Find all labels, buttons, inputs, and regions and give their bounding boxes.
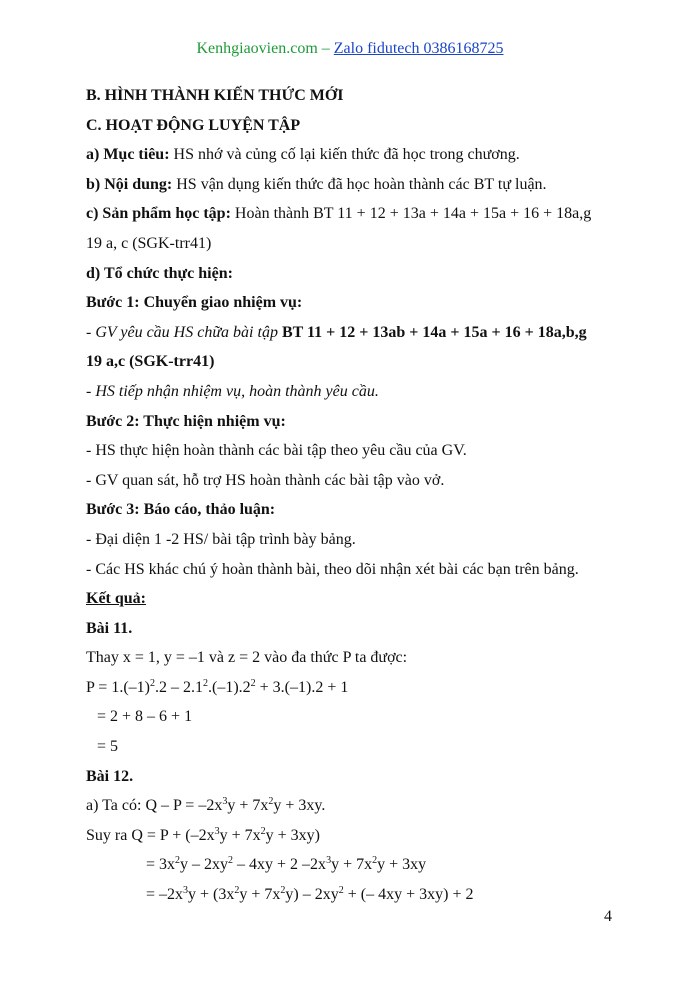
exponent: 2 <box>338 885 344 897</box>
zalo-contact-link[interactable]: Zalo fidutech 0386168725 <box>333 40 504 57</box>
product-line <box>86 199 646 229</box>
step1-exercises: BT 11 + 12 + 13ab + 14a + 15a + 16 + 18a,b,g <box>281 323 587 341</box>
bai12-line4 <box>86 880 646 910</box>
objective-text: HS nhớ và củng cố lại kiến thức đã học trong chương. <box>169 146 520 164</box>
bai11-title: Bài 11. <box>86 619 133 637</box>
step1-label: Bước 1: Chuyển giao nhiệm vụ: <box>86 294 303 312</box>
expr-part: – 4xy + 2 –2x <box>233 856 327 874</box>
exponent: 3 <box>222 796 228 808</box>
header-separator: – <box>317 40 334 57</box>
expr-part: y + 7x <box>219 826 261 844</box>
bai12-title: Bài 12. <box>86 767 134 785</box>
result-label: Kết quả: <box>86 590 146 608</box>
step1-line3: - HS tiếp nhận nhiệm vụ, hoàn thành yêu cầu. <box>86 382 379 400</box>
bai12-line3 <box>86 850 646 880</box>
page-header <box>0 40 700 58</box>
expr-part: = –2x <box>146 886 184 904</box>
bai11-line4: = 5 <box>97 738 119 756</box>
objective-label: a) Mục tiêu: <box>86 146 170 164</box>
expr-part: .(–1).2 <box>207 678 251 696</box>
exponent: 2 <box>234 885 240 897</box>
expr-part: = 3x <box>146 856 176 874</box>
expr-part: y) – 2xy <box>285 886 339 904</box>
expr-part: y + 7x <box>239 886 281 904</box>
step1-line1 <box>86 318 646 348</box>
bai11-line2 <box>86 673 646 703</box>
expr-part: y + (3x <box>188 886 235 904</box>
step3-label: Bước 3: Báo cáo, thảo luận: <box>86 501 276 519</box>
step1-line2: 19 a,c (SGK-trr41) <box>86 353 215 371</box>
expr-part: y + 7x <box>331 856 373 874</box>
exponent: 2 <box>372 855 378 867</box>
exponent: 2 <box>202 677 208 689</box>
expr-part: y + 3xy <box>377 856 427 874</box>
exponent: 2 <box>149 677 155 689</box>
expr-part: y + 3xy. <box>273 797 326 815</box>
bai12-line2 <box>86 821 646 851</box>
bai12-line1 <box>86 791 646 821</box>
expr-part: y – 2xy <box>180 856 229 874</box>
content-label: b) Nội dung: <box>86 175 173 193</box>
exponent: 2 <box>250 677 256 689</box>
document-body <box>86 81 646 910</box>
bai11-line3: = 2 + 8 – 6 + 1 <box>97 708 193 726</box>
expr-part: y + 7x <box>227 797 269 815</box>
step3-line1: - Đại diện 1 -2 HS/ bài tập trình bày bảng. <box>86 530 356 548</box>
expr-part: a) Ta có: Q – P = –2x <box>86 797 223 815</box>
bai11-line1: Thay x = 1, y = –1 và z = 2 vào đa thức P ta được: <box>86 649 408 667</box>
expr-part: Suy ra Q = P + (–2x <box>86 826 215 844</box>
exponent: 2 <box>175 855 181 867</box>
exponent: 3 <box>326 855 332 867</box>
objective-line <box>86 140 646 170</box>
product-text: Hoàn thành BT 11 + 12 + 13a + 14a + 15a + 16 + 18a,g <box>230 205 592 223</box>
content-text: HS vận dụng kiến thức đã học hoàn thành các BT tự luận. <box>172 175 547 193</box>
expr-part: .2 – 2.1 <box>154 678 203 696</box>
section-b-title: B. HÌNH THÀNH KIẾN THỨC MỚI <box>86 87 344 104</box>
product-label: c) Sản phẩm học tập: <box>86 205 231 223</box>
exponent: 2 <box>228 855 234 867</box>
product-line-2: 19 a, c (SGK-trr41) <box>86 234 212 252</box>
result-line <box>86 584 646 614</box>
exponent: 3 <box>214 825 220 837</box>
expr-part: + 3.(–1).2 + 1 <box>255 678 349 696</box>
section-c-title: C. HOẠT ĐỘNG LUYỆN TẬP <box>86 116 301 134</box>
organize-label: d) Tổ chức thực hiện: <box>86 264 233 282</box>
step2-line1: - HS thực hiện hoàn thành các bài tập theo yêu cầu của GV. <box>86 442 467 460</box>
exponent: 3 <box>183 885 189 897</box>
exponent: 2 <box>260 825 266 837</box>
step3-line2: - Các HS khác chú ý hoàn thành bài, theo dõi nhận xét bài các bạn trên bảng. <box>86 560 579 578</box>
step1-instruction: - GV yêu cầu HS chữa bài tập <box>86 323 282 341</box>
step2-line2: - GV quan sát, hỗ trợ HS hoàn thành các bài tập vào vở. <box>86 471 445 489</box>
expr-part: P = 1.(–1) <box>86 678 150 696</box>
step2-label: Bước 2: Thực hiện nhiệm vụ: <box>86 412 286 430</box>
exponent: 2 <box>280 885 286 897</box>
content-line <box>86 170 646 200</box>
expr-part: y + 3xy) <box>265 826 320 844</box>
site-name[interactable]: Kenhgiaovien.com <box>196 40 318 57</box>
exponent: 2 <box>268 796 274 808</box>
page-number: 4 <box>604 908 612 925</box>
expr-part: + (– 4xy + 3xy) + 2 <box>343 886 474 904</box>
